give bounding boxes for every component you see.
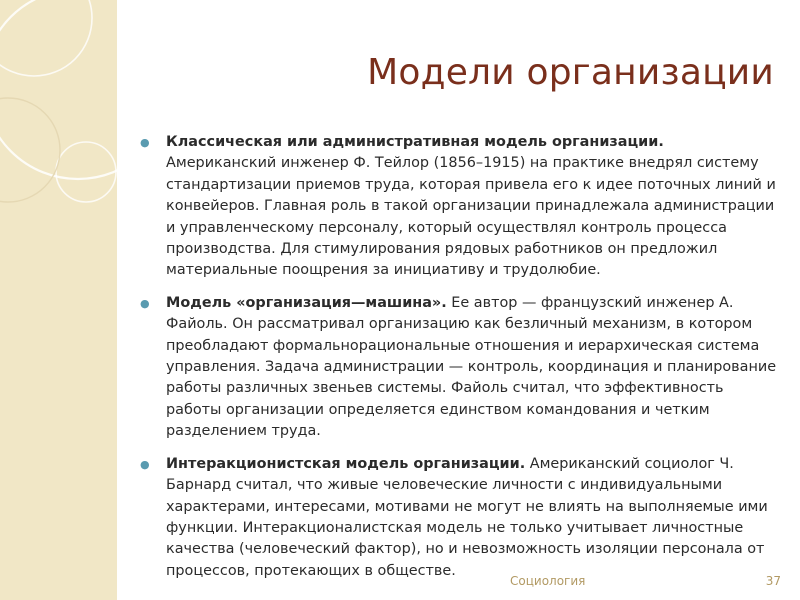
item-heading: Модель «организация—машина». <box>166 294 447 311</box>
bullet-list <box>140 132 778 593</box>
bullet-icon: ● <box>140 457 150 471</box>
item-text: Американский социолог Ч. Барнард считал, что живые человеческие личности с индивидуальными характерами, интересами, мотивами не могут не влиять на выполняемые ими функции. Интеракционалистская модель не только учитывает личностные качества (человеческий фактор), но и невозможность изоляции персонала от процессов, протекающих в обществе. <box>166 455 768 579</box>
paragraph <box>166 293 778 443</box>
item-text: Ее автор — французский инженер А. Файоль. Он рассматривал организацию как безличный механизм, в котором преобладают формальнорациональные отношения и иерархическая система управления. Задача администрации — контроль, координация и планирование работы различных звеньев системы. Файоль считал, что эффективность работы организации определяется единством командования и четким разделением труда. <box>166 294 777 440</box>
list-item <box>140 132 778 282</box>
page-number: 37 <box>765 574 781 588</box>
item-text: Американский инженер Ф. Тейлор (1856–1915) на практике внедрял систему стандартизации приемов труда, которая привела его к идее поточных линий и конвейеров. Главная роль в такой организации принадлежала администрации и управленческому персоналу, который осуществлял контроль процесса производства. Для стимулирования рядовых работников он предложил материальные поощрения за инициативу и трудолюбие. <box>166 155 776 279</box>
bullet-icon: ● <box>140 296 150 310</box>
paragraph <box>166 132 778 282</box>
slide-title: Модели организации <box>367 52 774 93</box>
item-heading: Классическая или административная модель организации. <box>166 134 664 150</box>
list-item <box>140 293 778 443</box>
item-heading: Интеракционистская модель организации. <box>166 455 526 472</box>
decorative-circles <box>0 0 140 600</box>
paragraph <box>166 454 778 582</box>
list-item <box>140 454 778 582</box>
bullet-icon: ● <box>140 136 150 149</box>
footer-label: Социология <box>510 574 586 588</box>
